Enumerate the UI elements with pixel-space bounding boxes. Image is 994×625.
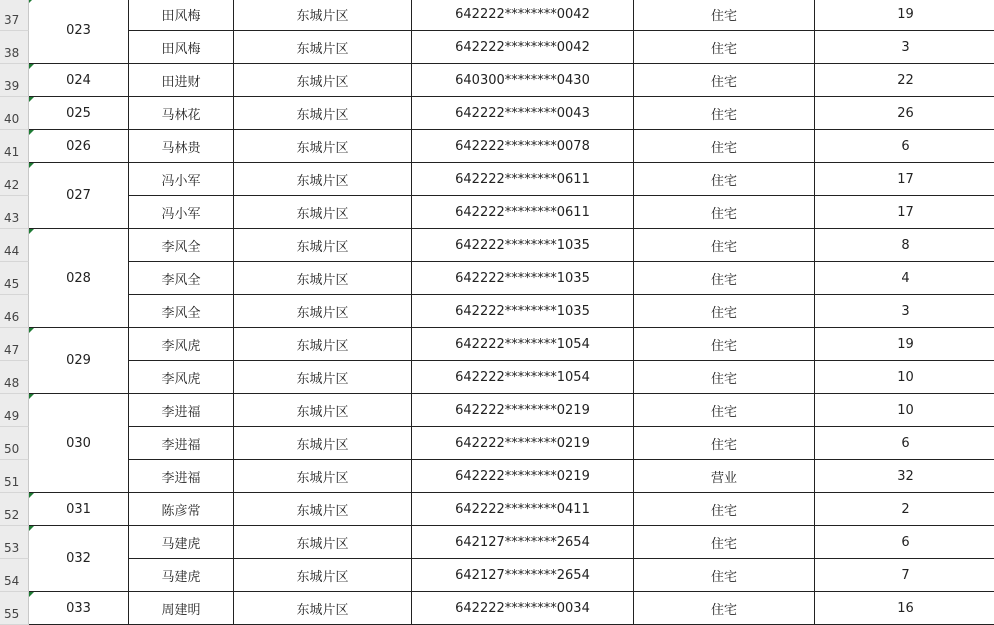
cell-area[interactable]: 东城片区	[234, 526, 412, 559]
row-header[interactable]: 55	[0, 592, 29, 625]
cell-qty[interactable]: 22	[815, 64, 994, 97]
row-header[interactable]: 42	[0, 163, 29, 196]
cell-area[interactable]: 东城片区	[234, 196, 412, 229]
cell-idcard[interactable]: 642222********0411	[412, 493, 634, 526]
cell-id[interactable]: 029	[29, 328, 129, 394]
cell-area[interactable]: 东城片区	[234, 163, 412, 196]
cell-name[interactable]: 马建虎	[129, 526, 234, 559]
cell-qty[interactable]: 26	[815, 97, 994, 130]
cell-idcard[interactable]: 642222********0611	[412, 163, 634, 196]
cell-type[interactable]: 住宅	[634, 196, 815, 229]
cell-type[interactable]: 住宅	[634, 559, 815, 592]
cell-area[interactable]: 东城片区	[234, 493, 412, 526]
row-header[interactable]: 48	[0, 361, 29, 394]
cell-type[interactable]: 住宅	[634, 97, 815, 130]
cell-type[interactable]: 住宅	[634, 0, 815, 31]
cell-area[interactable]: 东城片区	[234, 0, 412, 31]
cell-id[interactable]: 027	[29, 163, 129, 229]
cell-qty[interactable]: 2	[815, 493, 994, 526]
cell-area[interactable]: 东城片区	[234, 262, 412, 295]
cell-name[interactable]: 马建虎	[129, 559, 234, 592]
cell-area[interactable]: 东城片区	[234, 130, 412, 163]
cell-area[interactable]: 东城片区	[234, 394, 412, 427]
cell-name[interactable]: 李风虎	[129, 328, 234, 361]
cell-name[interactable]: 周建明	[129, 592, 234, 625]
cell-idcard[interactable]: 642222********0078	[412, 130, 634, 163]
row-header[interactable]: 41	[0, 130, 29, 163]
cell-qty[interactable]: 16	[815, 592, 994, 625]
cell-idcard[interactable]: 642127********2654	[412, 559, 634, 592]
cell-idcard[interactable]: 642222********0219	[412, 394, 634, 427]
cell-type[interactable]: 住宅	[634, 427, 815, 460]
cell-qty[interactable]: 10	[815, 361, 994, 394]
cell-area[interactable]: 东城片区	[234, 427, 412, 460]
cell-type[interactable]: 住宅	[634, 493, 815, 526]
cell-idcard[interactable]: 642222********1035	[412, 262, 634, 295]
row-header[interactable]: 44	[0, 229, 29, 262]
cell-name[interactable]: 马林贵	[129, 130, 234, 163]
cell-name[interactable]: 李进福	[129, 394, 234, 427]
cell-qty[interactable]: 19	[815, 328, 994, 361]
cell-idcard[interactable]: 642222********1035	[412, 229, 634, 262]
cell-area[interactable]: 东城片区	[234, 328, 412, 361]
cell-id[interactable]: 024	[29, 64, 129, 97]
cell-type[interactable]: 住宅	[634, 64, 815, 97]
cell-type[interactable]: 住宅	[634, 31, 815, 64]
cell-name[interactable]: 李风全	[129, 262, 234, 295]
cell-name[interactable]: 李风虎	[129, 361, 234, 394]
cell-idcard[interactable]: 642222********1054	[412, 328, 634, 361]
cell-area[interactable]: 东城片区	[234, 460, 412, 493]
row-header[interactable]: 46	[0, 295, 29, 328]
cell-qty[interactable]: 7	[815, 559, 994, 592]
cell-qty[interactable]: 6	[815, 130, 994, 163]
row-header[interactable]: 45	[0, 262, 29, 295]
row-header[interactable]: 40	[0, 97, 29, 130]
error-marker-icon	[29, 229, 34, 234]
cell-qty[interactable]: 3	[815, 295, 994, 328]
cell-type[interactable]: 住宅	[634, 229, 815, 262]
row-header[interactable]: 54	[0, 559, 29, 592]
cell-name[interactable]: 李风全	[129, 295, 234, 328]
row-header[interactable]: 38	[0, 31, 29, 64]
cell-id[interactable]: 030	[29, 394, 129, 493]
error-marker-icon	[29, 592, 34, 597]
cell-name[interactable]: 李进福	[129, 460, 234, 493]
cell-idcard[interactable]: 642222********0043	[412, 97, 634, 130]
row-header[interactable]: 43	[0, 196, 29, 229]
error-marker-icon	[29, 97, 34, 102]
cell-type[interactable]: 住宅	[634, 295, 815, 328]
cell-type[interactable]: 住宅	[634, 592, 815, 625]
row-header[interactable]: 37	[0, 0, 29, 31]
cell-qty[interactable]: 19	[815, 0, 994, 31]
row-header[interactable]: 39	[0, 64, 29, 97]
cell-qty[interactable]: 17	[815, 163, 994, 196]
cell-name[interactable]: 李进福	[129, 427, 234, 460]
cell-id[interactable]: 033	[29, 592, 129, 625]
cell-area[interactable]: 东城片区	[234, 361, 412, 394]
cell-name[interactable]: 田风梅	[129, 0, 234, 31]
cell-type[interactable]: 住宅	[634, 394, 815, 427]
cell-idcard[interactable]: 642222********1054	[412, 361, 634, 394]
cell-qty[interactable]: 17	[815, 196, 994, 229]
cell-area[interactable]: 东城片区	[234, 229, 412, 262]
cell-type[interactable]: 住宅	[634, 262, 815, 295]
row-header[interactable]: 50	[0, 427, 29, 460]
cell-type[interactable]: 住宅	[634, 526, 815, 559]
row-header[interactable]: 47	[0, 328, 29, 361]
row-header[interactable]: 51	[0, 460, 29, 493]
row-header[interactable]: 53	[0, 526, 29, 559]
cell-qty[interactable]: 6	[815, 427, 994, 460]
cell-id[interactable]: 025	[29, 97, 129, 130]
cell-area[interactable]: 东城片区	[234, 295, 412, 328]
cell-idcard[interactable]: 642127********2654	[412, 526, 634, 559]
cell-idcard[interactable]: 642222********0611	[412, 196, 634, 229]
cell-idcard[interactable]: 642222********0034	[412, 592, 634, 625]
cell-type[interactable]: 住宅	[634, 361, 815, 394]
cell-idcard[interactable]: 642222********0219	[412, 427, 634, 460]
cell-qty[interactable]: 3	[815, 31, 994, 64]
cell-name[interactable]: 冯小军	[129, 196, 234, 229]
cell-area[interactable]: 东城片区	[234, 31, 412, 64]
cell-type[interactable]: 住宅	[634, 163, 815, 196]
error-marker-icon	[29, 0, 34, 3]
cell-id[interactable]: 023	[29, 0, 129, 64]
cell-idcard[interactable]: 642222********1035	[412, 295, 634, 328]
cell-idcard[interactable]: 642222********0042	[412, 0, 634, 31]
cell-qty[interactable]: 6	[815, 526, 994, 559]
error-marker-icon	[29, 64, 34, 69]
cell-id[interactable]: 032	[29, 526, 129, 592]
cell-idcard[interactable]: 640300********0430	[412, 64, 634, 97]
cell-name[interactable]: 冯小军	[129, 163, 234, 196]
cell-qty[interactable]: 10	[815, 394, 994, 427]
cell-name[interactable]: 田进财	[129, 64, 234, 97]
cell-idcard[interactable]: 642222********0042	[412, 31, 634, 64]
cell-id[interactable]: 031	[29, 493, 129, 526]
cell-name[interactable]: 马林花	[129, 97, 234, 130]
cell-qty[interactable]: 8	[815, 229, 994, 262]
error-marker-icon	[29, 328, 34, 333]
cell-type[interactable]: 住宅	[634, 130, 815, 163]
error-marker-icon	[29, 493, 34, 498]
cell-name[interactable]: 陈彦常	[129, 493, 234, 526]
cell-area[interactable]: 东城片区	[234, 559, 412, 592]
error-marker-icon	[29, 163, 34, 168]
error-marker-icon	[29, 130, 34, 135]
cell-name[interactable]: 田风梅	[129, 31, 234, 64]
cell-qty[interactable]: 4	[815, 262, 994, 295]
row-header[interactable]: 49	[0, 394, 29, 427]
cell-area[interactable]: 东城片区	[234, 64, 412, 97]
cell-type[interactable]: 营业	[634, 460, 815, 493]
cell-id[interactable]: 026	[29, 130, 129, 163]
cell-area[interactable]: 东城片区	[234, 97, 412, 130]
row-header[interactable]: 52	[0, 493, 29, 526]
cell-id[interactable]: 028	[29, 229, 129, 328]
cell-name[interactable]: 李风全	[129, 229, 234, 262]
error-marker-icon	[29, 526, 34, 531]
cell-area[interactable]: 东城片区	[234, 592, 412, 625]
cell-qty[interactable]: 32	[815, 460, 994, 493]
cell-idcard[interactable]: 642222********0219	[412, 460, 634, 493]
error-marker-icon	[29, 394, 34, 399]
cell-type[interactable]: 住宅	[634, 328, 815, 361]
